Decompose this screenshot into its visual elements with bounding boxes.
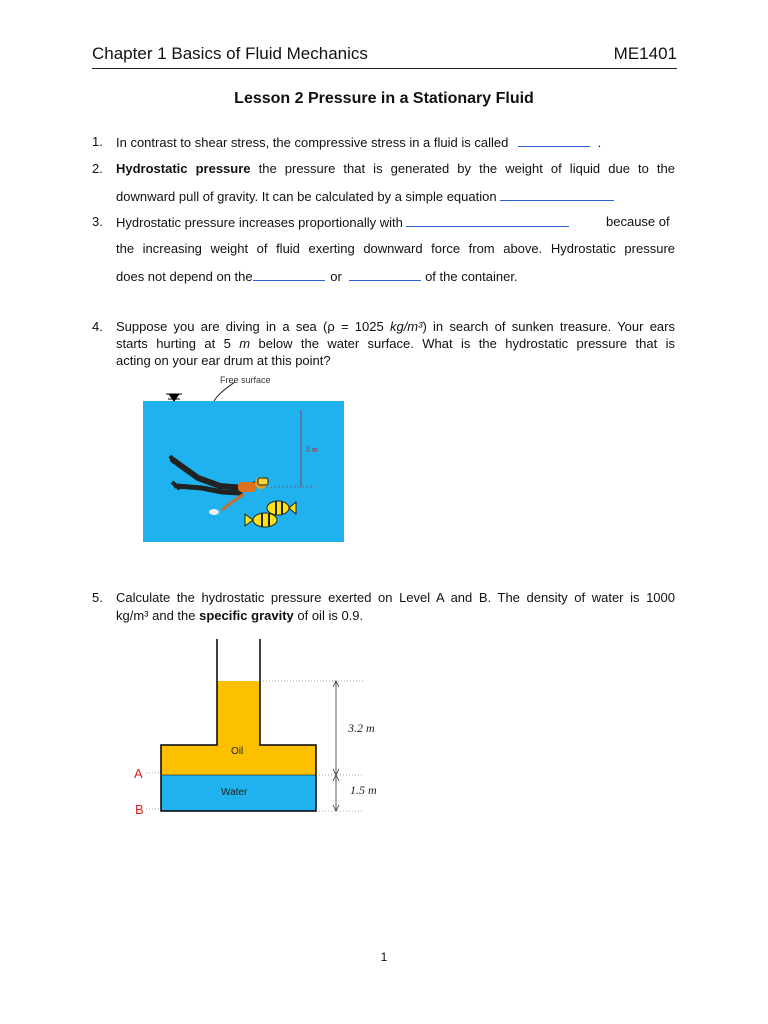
q2-blank[interactable] bbox=[500, 188, 614, 201]
q3-number: 3. bbox=[92, 214, 103, 229]
q2-line2 bbox=[116, 188, 614, 205]
q3-text3c: of the container. bbox=[425, 269, 518, 284]
q1-statement: In contrast to shear stress, the compressive stress in a fluid is called bbox=[116, 135, 509, 150]
q3-line1 bbox=[116, 214, 569, 231]
q1-blank[interactable] bbox=[518, 134, 590, 147]
q1-number: 1. bbox=[92, 134, 103, 149]
page-header bbox=[92, 42, 677, 69]
q4-m: m bbox=[239, 336, 251, 351]
chapter-title: Chapter 1 Basics of Fluid Mechanics bbox=[92, 44, 368, 63]
q5-line2 bbox=[116, 608, 363, 624]
lesson-title: Lesson 2 Pressure in a Stationary Fluid bbox=[234, 90, 534, 107]
q2-number: 2. bbox=[92, 161, 103, 176]
q3-or: or bbox=[330, 269, 342, 284]
q5-l2a: kg/m³ and the bbox=[116, 608, 200, 623]
q4-l2a: starts hurting at 5 bbox=[116, 336, 240, 351]
q3-text1: Hydrostatic pressure increases proportionally with bbox=[116, 215, 403, 230]
level-b-label: B bbox=[135, 802, 144, 817]
dim-bottom-label: 1.5 m bbox=[350, 783, 377, 797]
q3-blank3[interactable] bbox=[349, 268, 421, 281]
page-number: 1 bbox=[380, 950, 388, 964]
level-a-label: A bbox=[134, 766, 143, 781]
q5-number: 5. bbox=[92, 590, 103, 605]
free-surface-label: Free surface bbox=[220, 375, 271, 385]
water-label: Water bbox=[221, 787, 248, 798]
oil-label: Oil bbox=[231, 746, 244, 757]
course-code: ME1401 bbox=[613, 44, 677, 63]
depth-label: 5 m bbox=[306, 445, 318, 454]
q4-number: 4. bbox=[92, 319, 103, 334]
sea-water bbox=[143, 401, 344, 542]
q5-l2b: of oil is 0.9. bbox=[293, 608, 364, 623]
q4-line1 bbox=[116, 319, 675, 335]
q1-text bbox=[116, 134, 601, 151]
q3-line2: the increasing weight of fluid exerting downward force from above. Hydrostatic pressure bbox=[116, 241, 675, 256]
q4-unit: kg/m³ bbox=[389, 319, 423, 334]
q2-text1: the pressure that is generated by the weight of liquid due to the bbox=[250, 161, 676, 176]
q4-l1a: Suppose you are diving in a sea (ρ = 1025 bbox=[116, 319, 390, 334]
q2-text2: downward pull of gravity. It can be calculated by a simple equation bbox=[116, 189, 497, 204]
q2-term: Hydrostatic pressure bbox=[116, 161, 251, 176]
dim-top-label: 3.2 m bbox=[348, 721, 375, 735]
q4-line2 bbox=[116, 336, 675, 352]
q5-sg: specific gravity bbox=[199, 608, 294, 623]
tank-figure bbox=[130, 635, 400, 825]
oil-column bbox=[217, 681, 260, 745]
q4-l1b: ) in search of sunken treasure. Your ears bbox=[422, 319, 675, 334]
q3-because: because of bbox=[606, 214, 670, 229]
q1-end: . bbox=[597, 135, 602, 150]
diver-figure bbox=[140, 370, 350, 545]
surface-symbol bbox=[166, 394, 182, 401]
q2-line1 bbox=[116, 161, 675, 177]
q5-line1: Calculate the hydrostatic pressure exerted on Level A and B. The density of water is 1000 bbox=[116, 590, 675, 605]
q3-line3 bbox=[116, 268, 518, 285]
q4-l2b: below the water surface. What is the hydrostatic pressure that is bbox=[250, 336, 675, 351]
q3-blank2[interactable] bbox=[253, 268, 325, 281]
q4-line3: acting on your ear drum at this point? bbox=[116, 353, 331, 368]
q3-blank1[interactable] bbox=[406, 214, 569, 227]
q3-text3a: does not depend on the bbox=[116, 269, 253, 284]
